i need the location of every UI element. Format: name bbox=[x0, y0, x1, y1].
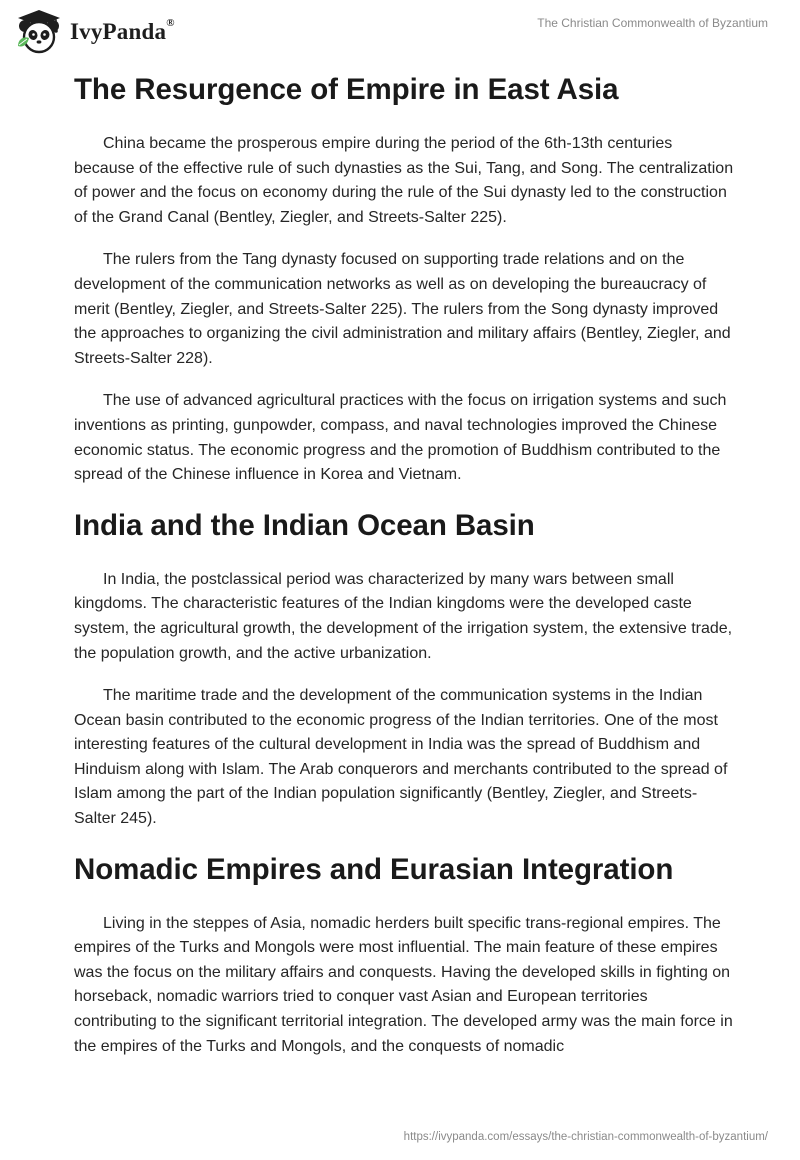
section-heading: Nomadic Empires and Eurasian Integration bbox=[74, 852, 674, 886]
paragraph: In India, the postclassical period was characterized by many wars between small kingdoms. The characteristic features of the Indian kingdoms were the developed caste system, the agricultural growth, the development of the irrigation system, the extensive trade, the population growth, and the active urbanization. bbox=[74, 570, 733, 662]
page-header bbox=[0, 0, 800, 62]
section-nomadic-empires bbox=[74, 850, 734, 1060]
section-east-asia bbox=[74, 70, 734, 488]
ivypanda-logo[interactable] bbox=[14, 8, 175, 56]
paragraph: The maritime trade and the development of the communication systems in the Indian Ocean basin contributed to the economic progress of the Indian territories. One of the most interesting features of the cultural development in India was the spread of Buddhism and Hinduism along with Islam. The Arab conquerors and merchants contributed to the spread of Islam among the part of the Indian population significantly (Bentley, Ziegler, and Streets-Salter 245). bbox=[74, 687, 728, 828]
logo-text: IvyPanda® bbox=[70, 17, 175, 44]
section-heading: The Resurgence of Empire in East Asia bbox=[74, 73, 619, 106]
paragraph: The use of advanced agricultural practices with the focus on irrigation systems and such inventions as printing, gunpowder, compass, and naval technologies improved the Chinese economic status. The economic progress and the promotion of Buddhism contributed to the spread of the Chinese influence in Korea and Vietnam. bbox=[74, 392, 727, 484]
panda-graduate-icon bbox=[14, 8, 64, 56]
document-title: The Christian Commonwealth of Byzantium bbox=[537, 16, 768, 30]
section-india bbox=[74, 506, 734, 832]
section-heading: India and the Indian Ocean Basin bbox=[74, 508, 535, 542]
footer-url-link[interactable]: https://ivypanda.com/essays/the-christian-commonwealth-of-byzantium/ bbox=[403, 1131, 768, 1143]
paragraph: China became the prosperous empire during the period of the 6th-13th centuries because of the effective rule of such dynasties as the Sui, Tang, and Song. The centralization of power and the focus on economy during the rule of the Sui dynasty led to the construction of the Grand Canal (Bentley, Ziegler, and Streets-Salter 225). bbox=[74, 135, 734, 226]
essay-content bbox=[74, 70, 734, 1077]
paragraph: Living in the steppes of Asia, nomadic herders built specific trans-regional empires. The empires of the Turks and Mongols were most influential. The main feature of these empires was the focus on the military affairs and conquests. Having the developed skills in fighting on horseback, nomadic warriors tried to conquer vast Asian and European territories contributing to the significant territorial integration. The developed army was the main force in the empires of the Turks and Mongols, and the conquests of nomadic bbox=[74, 914, 733, 1055]
paragraph: The rulers from the Tang dynasty focused on supporting trade relations and on the development of the communication networks as well as on developing the bureaucracy of merit (Bentley, Ziegler, and Streets-Salter 225). The rulers from the Song dynasty improved the approaches to organizing the civil administration and military affairs (Bentley, Ziegler, and Streets-Salter 228). bbox=[74, 251, 731, 367]
